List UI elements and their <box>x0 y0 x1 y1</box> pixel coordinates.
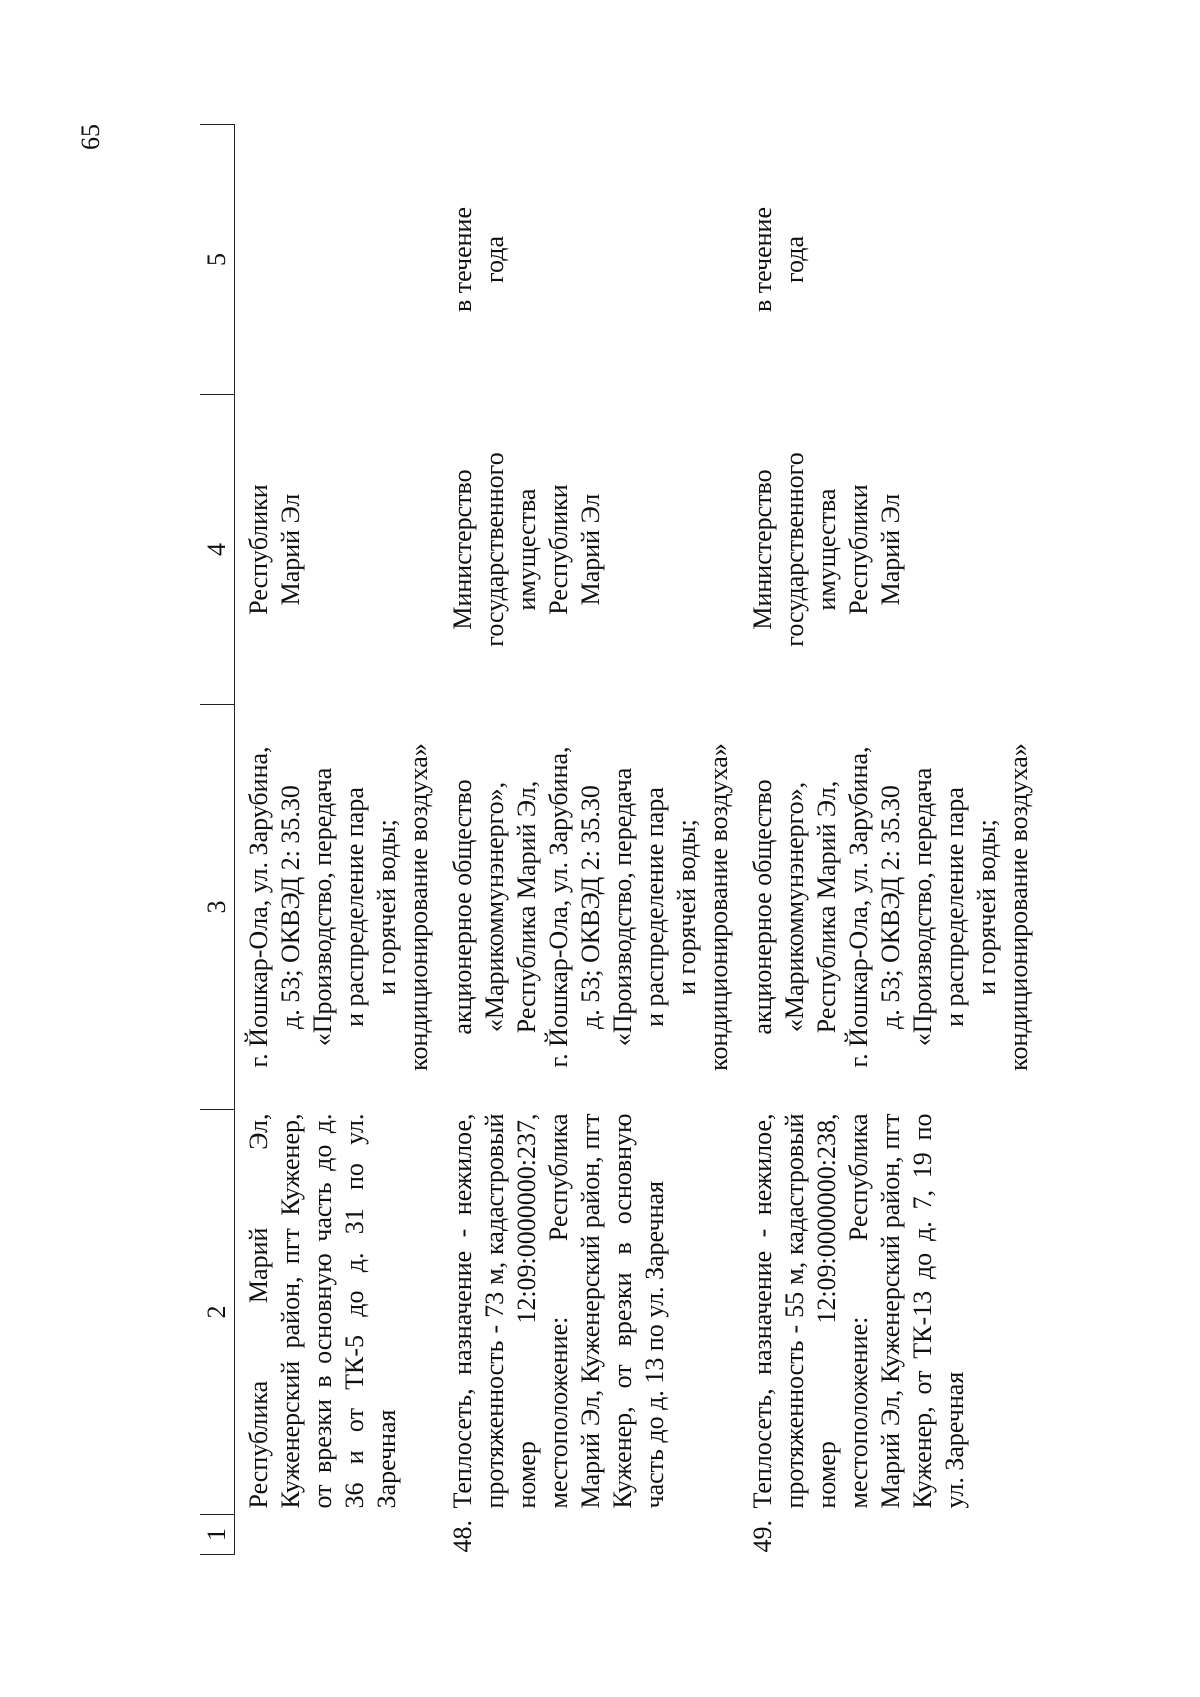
responsible-body <box>739 395 1039 705</box>
column-header: 2 <box>200 1110 235 1515</box>
holder-line: и распределение пара <box>340 787 369 1027</box>
holder-line: и распределение пара <box>640 787 669 1027</box>
holder-info <box>235 705 440 1110</box>
holder-info <box>739 705 1039 1110</box>
holder-line: Республика Марий Эл, <box>812 780 841 1034</box>
ministry-line: имущества <box>812 488 841 611</box>
term-line: в течение <box>748 207 777 313</box>
ministry-line: Марий Эл <box>576 493 605 606</box>
table-row <box>235 125 440 1555</box>
ministry-line: Марий Эл <box>876 493 905 606</box>
holder-line: и горячей воды; <box>672 819 701 995</box>
row-number <box>235 1515 440 1555</box>
holder-line: и распределение пара <box>940 787 969 1027</box>
object-description: Республика Марий Эл, Куженерский район, пгт Куженер, от врезки в основную часть до д. 36 и от ТК-5 до д. 31 по ул. Заречная <box>244 1113 401 1509</box>
holder-line: «Марикоммунэнерго», <box>480 781 509 1033</box>
holder-line: «Производство, передача <box>608 767 637 1047</box>
holder-line: «Производство, передача <box>308 767 337 1047</box>
object-description: Теплосеть, назначение - нежилое, протяженность - 73 м, кадастровый номер 12:09:0000000:237, местоположение: Республика Марий Эл, Куженерский район, пгт Куженер, от врезки в основную часть до д. 13 по ул. Заречная <box>448 1113 669 1509</box>
column-number-row <box>200 125 235 1555</box>
holder-line: акционерное общество <box>448 779 477 1035</box>
ministry-line: Республики <box>244 484 273 615</box>
ministry-line: имущества <box>512 488 541 611</box>
term-line: в течение <box>448 207 477 313</box>
term-line: года <box>780 235 809 284</box>
deadline <box>235 125 440 395</box>
holder-line: г. Йошкар-Ола, ул. Зарубина, <box>244 746 273 1068</box>
holder-line: «Производство, передача <box>908 767 937 1047</box>
holder-line: Республика Марий Эл, <box>512 780 541 1034</box>
property-table <box>200 124 1039 1555</box>
ministry-line: Республики <box>544 484 573 615</box>
holder-line: кондиционирование воздуха» <box>704 743 733 1071</box>
ministry-line: государственного <box>480 452 509 647</box>
table-row <box>439 125 739 1555</box>
responsible-body <box>439 395 739 705</box>
ministry-line: государственного <box>780 452 809 647</box>
holder-line: д. 53; ОКВЭД 2: 35.30 <box>276 785 305 1029</box>
ministry-line: Министерство <box>748 469 777 630</box>
ministry-line: Республики <box>844 484 873 615</box>
holder-line: д. 53; ОКВЭД 2: 35.30 <box>876 785 905 1029</box>
holder-line: г. Йошкар-Ола, ул. Зарубина, <box>844 746 873 1068</box>
document-sheet <box>200 125 1033 1555</box>
holder-line: кондиционирование воздуха» <box>1004 743 1033 1071</box>
column-header: 1 <box>200 1515 235 1555</box>
column-header: 4 <box>200 395 235 705</box>
deadline <box>739 125 1039 395</box>
holder-info <box>439 705 739 1110</box>
holder-line: и горячей воды; <box>972 819 1001 995</box>
object-description: Теплосеть, назначение - нежилое, протяженность - 55 м, кадастровый номер 12:09:0000000:238, местоположение: Республика Марий Эл, Куженерский район, пгт Куженер, от ТК-13 до д. 7, 19 по ул. Заречная <box>748 1113 969 1509</box>
deadline <box>439 125 739 395</box>
table-body <box>235 125 1040 1555</box>
column-header: 5 <box>200 125 235 395</box>
holder-line: и горячей воды; <box>372 819 401 995</box>
row-number: 49. <box>748 1520 777 1553</box>
holder-line: д. 53; ОКВЭД 2: 35.30 <box>576 785 605 1029</box>
term-line: года <box>480 235 509 284</box>
holder-line: кондиционирование воздуха» <box>404 743 433 1071</box>
row-number: 48. <box>448 1520 477 1553</box>
holder-line: акционерное общество <box>748 779 777 1035</box>
table-row <box>739 125 1039 1555</box>
column-header: 3 <box>200 705 235 1110</box>
ministry-line: Марий Эл <box>276 493 305 606</box>
holder-line: г. Йошкар-Ола, ул. Зарубина, <box>544 746 573 1068</box>
responsible-body <box>235 395 440 705</box>
ministry-line: Министерство <box>448 469 477 630</box>
page-number: 65 <box>76 124 105 150</box>
holder-line: «Марикоммунэнерго», <box>780 781 809 1033</box>
